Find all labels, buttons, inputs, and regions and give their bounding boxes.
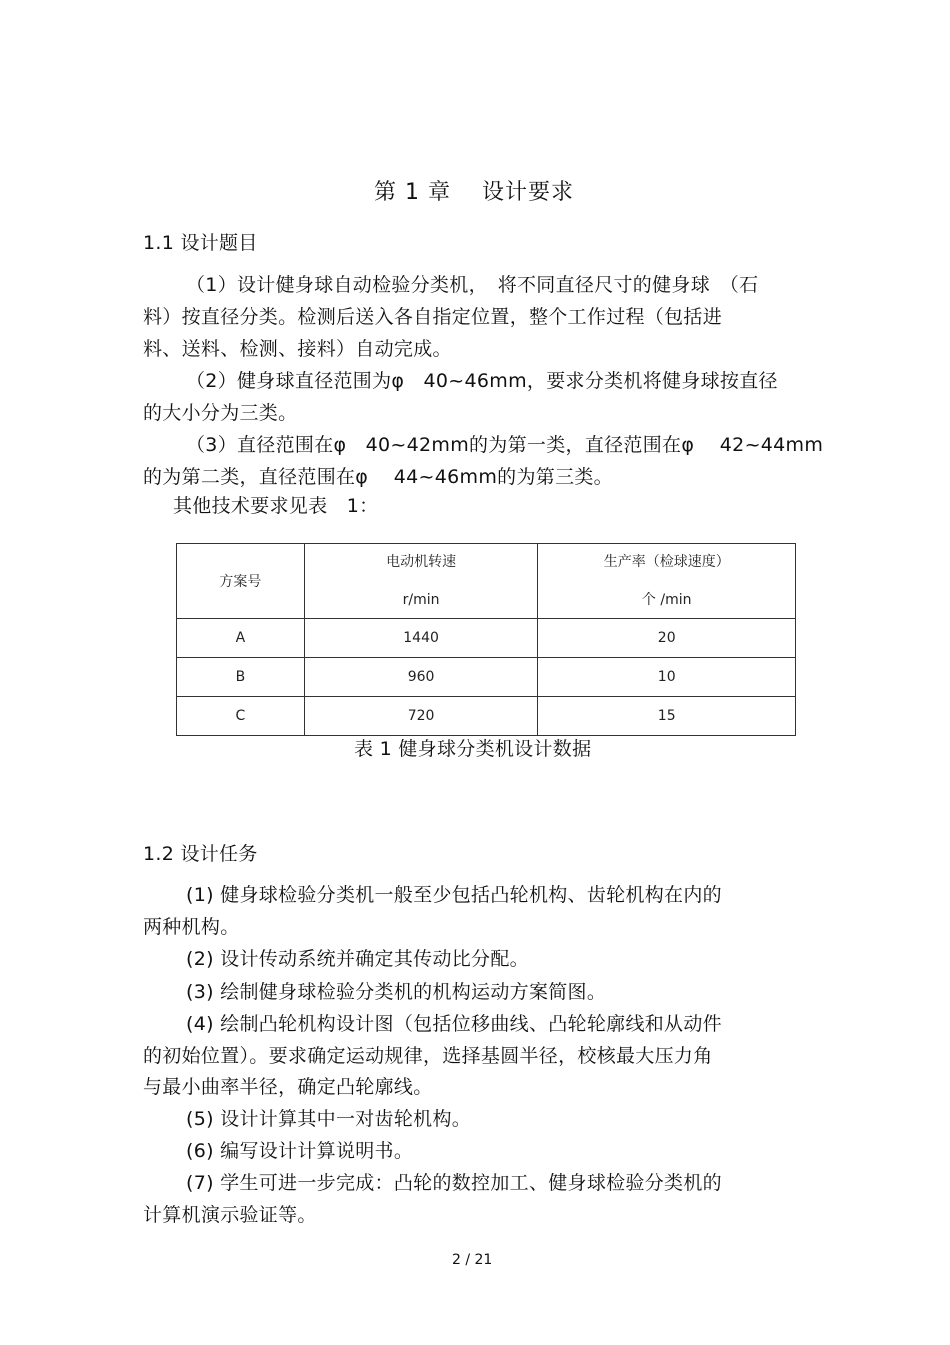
header-production-rate bbox=[538, 544, 796, 619]
cell-speed: 1440 bbox=[304, 619, 538, 658]
header-speed-unit: r/min bbox=[402, 592, 440, 608]
page-number: 2 / 21 bbox=[452, 1252, 493, 1268]
cell-scheme: C bbox=[177, 697, 305, 736]
paragraph-line: (3) 绘制健身球检验分类机的机构运动方案简图。 bbox=[186, 981, 607, 1003]
section-1-1-heading: 1.1 设计题目 bbox=[143, 232, 258, 254]
paragraph-line: （3）直径范围在φ 40~42mm的为第一类，直径范围在φ 42~44mm bbox=[186, 434, 824, 456]
paragraph-line: 的大小分为三类。 bbox=[143, 402, 298, 424]
paragraph-line: (2) 设计传动系统并确定其传动比分配。 bbox=[186, 948, 529, 970]
cell-rate: 20 bbox=[538, 619, 796, 658]
header-motor-speed bbox=[304, 544, 538, 619]
design-data-table bbox=[176, 543, 796, 736]
header-rate-title: 生产率（检球速度） bbox=[603, 554, 730, 570]
paragraph-line: (1) 健身球检验分类机一般至少包括凸轮机构、齿轮机构在内的 bbox=[186, 884, 722, 906]
table-row bbox=[177, 619, 796, 658]
paragraph-line: (7) 学生可进一步完成：凸轮的数控加工、健身球检验分类机的 bbox=[186, 1172, 722, 1194]
chapter-title: 第 1 章 设计要求 bbox=[374, 180, 574, 205]
paragraph-line: 的为第二类，直径范围在φ 44~46mm的为第三类。 bbox=[143, 466, 613, 488]
paragraph-line: （2）健身球直径范围为φ 40~46mm，要求分类机将健身球按直径 bbox=[186, 370, 778, 392]
paragraph-line: 计算机演示验证等。 bbox=[143, 1204, 317, 1226]
paragraph-line: (6) 编写设计计算说明书。 bbox=[186, 1140, 414, 1162]
table-caption: 表 1 健身球分类机设计数据 bbox=[354, 738, 592, 760]
cell-scheme: B bbox=[177, 658, 305, 697]
paragraph-line: 的初始位置）。要求确定运动规律，选择基圆半径，校核最大压力角 bbox=[143, 1045, 713, 1067]
header-rate-unit: 个 /min bbox=[641, 592, 692, 608]
paragraph-line: (4) 绘制凸轮机构设计图（包括位移曲线、凸轮轮廓线和从动件 bbox=[186, 1013, 722, 1035]
paragraph-line: 与最小曲率半径，确定凸轮廓线。 bbox=[143, 1076, 433, 1098]
table-row bbox=[177, 697, 796, 736]
paragraph-line: 料）按直径分类。检测后送入各自指定位置，整个工作过程（包括进 bbox=[143, 306, 723, 328]
header-speed-title: 电动机转速 bbox=[386, 554, 457, 570]
table-row bbox=[177, 658, 796, 697]
cell-rate: 10 bbox=[538, 658, 796, 697]
cell-speed: 960 bbox=[304, 658, 538, 697]
paragraph-line: (5) 设计计算其中一对齿轮机构。 bbox=[186, 1108, 472, 1130]
paragraph-line: 料、送料、检测、接料）自动完成。 bbox=[143, 338, 452, 360]
paragraph-line: 两种机构。 bbox=[143, 916, 240, 938]
table-header-row bbox=[177, 544, 796, 619]
cell-scheme: A bbox=[177, 619, 305, 658]
cell-speed: 720 bbox=[304, 697, 538, 736]
paragraph-line: 其他技术要求见表 1： bbox=[173, 495, 379, 517]
section-1-2-heading: 1.2 设计任务 bbox=[143, 843, 258, 865]
paragraph-line: （1）设计健身球自动检验分类机， 将不同直径尺寸的健身球 （石 bbox=[186, 274, 759, 296]
header-scheme: 方案号 bbox=[177, 544, 305, 619]
cell-rate: 15 bbox=[538, 697, 796, 736]
